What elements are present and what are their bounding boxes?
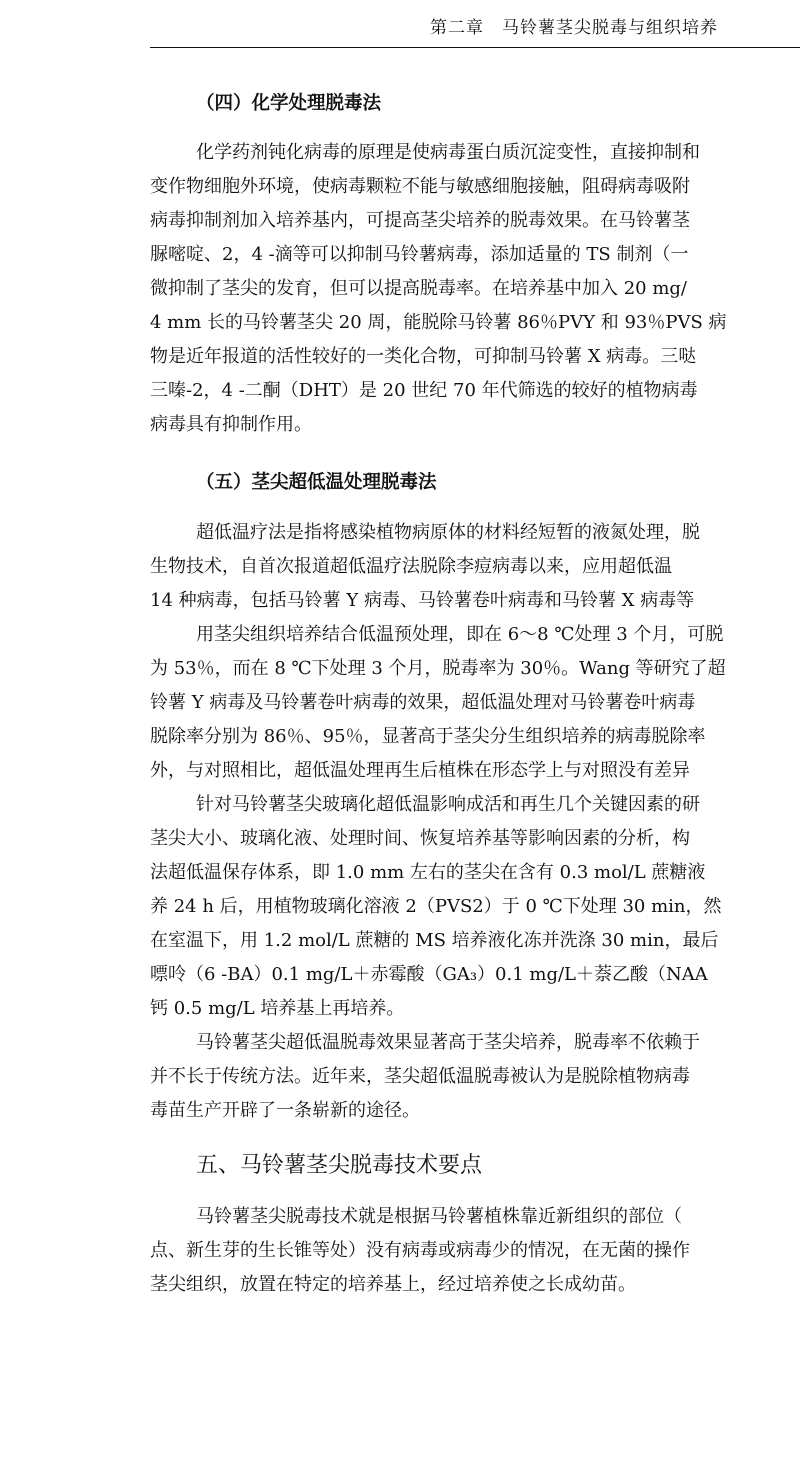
paragraph-line: 茎尖组织，放置在特定的培养基上，经过培养使之长成幼苗。 (150, 1274, 636, 1295)
paragraph-line: 嘌呤（6 -BA）0.1 mg/L＋赤霉酸（GA₃）0.1 mg/L＋萘乙酸（NAA (150, 964, 708, 985)
paragraph-line: 病毒具有抑制作用。 (150, 414, 312, 435)
paragraph-line: 生物技术，自首次报道超低温疗法脱除李痘病毒以来，应用超低温 (150, 556, 672, 577)
paragraph-line: 微抑制了茎尖的发育，但可以提高脱毒率。在培养基中加入 20 mg/ (150, 278, 688, 299)
paragraph-line: 变作物细胞外环境，使病毒颗粒不能与敏感细胞接触，阻碍病毒吸附 (150, 176, 690, 197)
paragraph-line: 用茎尖组织培养结合低温预处理，即在 6～8 ℃处理 3 个月，可脱 (196, 624, 724, 645)
paragraph-line: 三嗪-2，4 -二酮（DHT）是 20 世纪 70 年代筛选的较好的植物病毒 (150, 380, 698, 401)
paragraph-line: 超低温疗法是指将感染植物病原体的材料经短暂的液氮处理，脱 (196, 522, 700, 543)
running-header (150, 0, 800, 48)
paragraph-line: 物是近年报道的活性较好的一类化合物，可抑制马铃薯 X 病毒。三哒 (150, 346, 697, 367)
paragraph-line: 在室温下，用 1.2 mol/L 蔗糖的 MS 培养液化冻并洗涤 30 min，最后 (150, 930, 719, 951)
paragraph-line: 针对马铃薯茎尖玻璃化超低温影响成活和再生几个关键因素的研 (196, 794, 700, 815)
chapter-heading-key-points: 五、马铃薯茎尖脱毒技术要点 (196, 1153, 483, 1178)
paragraph-line: 点、新生芽的生长锥等处）没有病毒或病毒少的情况，在无菌的操作 (150, 1240, 690, 1261)
paragraph-line: 为 53％，而在 8 ℃下处理 3 个月，脱毒率为 30％。Wang 等研究了超 (150, 658, 726, 679)
paragraph-line: 马铃薯茎尖脱毒技术就是根据马铃薯植株靠近新组织的部位（ (196, 1206, 682, 1227)
paragraph-line: 并不长于传统方法。近年来，茎尖超低温脱毒被认为是脱除植物病毒 (150, 1066, 690, 1087)
paragraph-line: 茎尖大小、玻璃化液、处理时间、恢复培养基等影响因素的分析，构 (150, 828, 690, 849)
section-heading-cryotherapy: （五）茎尖超低温处理脱毒法 (196, 472, 437, 493)
paragraph-line: 4 mm 长的马铃薯茎尖 20 周，能脱除马铃薯 86％PVY 和 93％PVS 病 (150, 312, 727, 333)
paragraph-line: 脱除率分别为 86％、95％，显著高于茎尖分生组织培养的病毒脱除率 (150, 726, 706, 747)
paragraph-line: 养 24 h 后，用植物玻璃化溶液 2（PVS2）于 0 ℃下处理 30 min，然 (150, 896, 722, 917)
section-heading-chemical: （四）化学处理脱毒法 (196, 93, 382, 114)
paragraph-line: 毒苗生产开辟了一条崭新的途径。 (150, 1100, 420, 1121)
running-title: 第二章 马铃薯茎尖脱毒与组织培养 (430, 18, 718, 38)
paragraph-line: 马铃薯茎尖超低温脱毒效果显著高于茎尖培养，脱毒率不依赖于 (196, 1032, 700, 1053)
paragraph-line: 外，与对照相比，超低温处理再生后植株在形态学上与对照没有差异 (150, 760, 690, 781)
paragraph-line: 病毒抑制剂加入培养基内，可提高茎尖培养的脱毒效果。在马铃薯茎 (150, 210, 690, 231)
paragraph-line: 脲嘧啶、2，4 -滴等可以抑制马铃薯病毒，添加适量的 TS 制剂（一 (150, 244, 689, 265)
paragraph-line: 法超低温保存体系，即 1.0 mm 左右的茎尖在含有 0.3 mol/L 蔗糖液 (150, 862, 706, 883)
paragraph-line: 钙 0.5 mg/L 培养基上再培养。 (150, 998, 405, 1019)
paragraph-line: 化学药剂钝化病毒的原理是使病毒蛋白质沉淀变性，直接抑制和 (196, 142, 700, 163)
paragraph-line: 铃薯 Y 病毒及马铃薯卷叶病毒的效果，超低温处理对马铃薯卷叶病毒 (150, 692, 696, 713)
paragraph-line: 14 种病毒，包括马铃薯 Y 病毒、马铃薯卷叶病毒和马铃薯 X 病毒等 (150, 590, 695, 611)
